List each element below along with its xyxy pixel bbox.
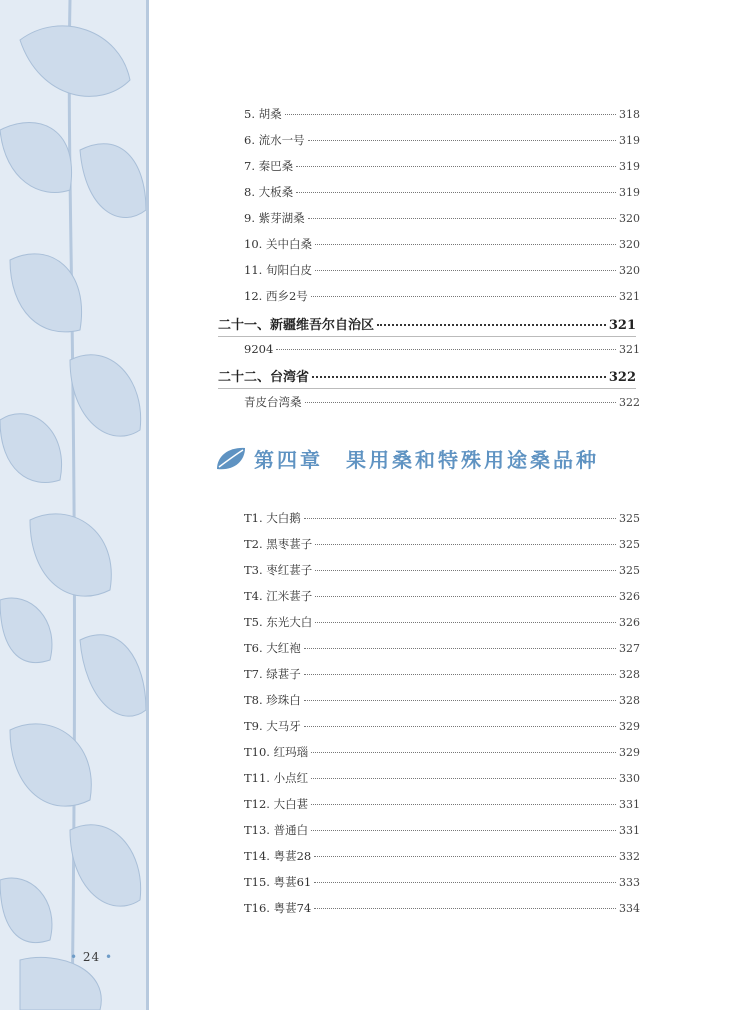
toc-entry-label: 9. 紫芽湖桑: [244, 211, 305, 225]
dot-leader: [308, 140, 616, 141]
toc-entry-label: 11. 旬阳白皮: [244, 263, 312, 277]
toc-entry-page: 320: [619, 212, 640, 225]
toc-entry-page: 319: [619, 186, 640, 199]
dot-leader: [285, 114, 616, 115]
toc-entry-label: 7. 秦巴桑: [244, 159, 294, 173]
toc-entry-label: T9. 大马牙: [244, 719, 301, 733]
toc-entry-label: T5. 东光大白: [244, 615, 313, 629]
toc-entry: [244, 588, 640, 604]
toc-entry: [244, 744, 640, 760]
toc-entry-page: 327: [619, 642, 640, 655]
toc-entry: [244, 848, 640, 864]
dot-leader: [311, 830, 616, 831]
toc-entry-label: T13. 普通白: [244, 823, 309, 837]
toc-entry: [244, 106, 640, 122]
toc-entry: [244, 132, 640, 148]
toc-entry-page: 319: [619, 160, 640, 173]
sidebar-divider: [146, 0, 149, 1010]
chapter-title: 第四章 果用桑和特殊用途桑品种: [254, 448, 599, 472]
dot-leader: [308, 218, 616, 219]
toc-entry-label: T10. 红玛瑙: [244, 745, 309, 759]
toc-entry-label: T15. 粤葚61: [244, 875, 312, 889]
toc-entry: 青皮台湾桑 322: [244, 395, 640, 409]
toc-entry-label: T12. 大白葚: [244, 797, 309, 811]
toc-entry-page: 325: [619, 538, 640, 551]
dot-leader: [315, 270, 616, 271]
divider-line: [218, 336, 636, 337]
toc-entry-label: T2. 黑枣葚子: [244, 537, 313, 551]
decorative-sidebar: [0, 0, 146, 1010]
toc-entry: [244, 236, 640, 252]
toc-entry-page: 334: [619, 902, 640, 915]
toc-entry: [244, 796, 640, 812]
toc-entry: [244, 692, 640, 708]
toc-entry-page: 330: [619, 772, 640, 785]
dot-leader: [311, 752, 616, 753]
toc-entry-label: T16. 粤葚74: [244, 901, 312, 915]
toc-entry: [244, 822, 640, 838]
dot-leader: [314, 908, 616, 909]
toc-entry: [244, 158, 640, 174]
toc-entry-label: T11. 小点红: [244, 771, 309, 785]
bullet-dot-icon: •: [105, 950, 114, 964]
toc-entry-page: 331: [619, 824, 640, 837]
dot-leader: [304, 518, 616, 519]
toc-entry-label: T3. 枣红葚子: [244, 563, 313, 577]
toc-entry-label: T4. 江米葚子: [244, 589, 313, 603]
toc-entry-page: 328: [619, 668, 640, 681]
toc-entry: [244, 718, 640, 734]
toc-entry-page: 331: [619, 798, 640, 811]
toc-entry-label: 5. 胡桑: [244, 107, 282, 121]
dot-leader: [315, 544, 616, 545]
dot-leader: [315, 622, 616, 623]
mulberry-leaf-illustration: [0, 0, 146, 1010]
toc-entry: [244, 210, 640, 226]
dot-leader: [296, 192, 616, 193]
toc-region-heading: 二十二、台湾省 322: [218, 370, 636, 385]
toc-entry-label: T14. 粤葚28: [244, 849, 312, 863]
toc-entry-page: 333: [619, 876, 640, 889]
toc-entry-page: 318: [619, 108, 640, 121]
toc-entry-page: 325: [619, 512, 640, 525]
dot-leader: [304, 648, 616, 649]
toc-entry-page: 332: [619, 850, 640, 863]
toc-entry-label: T6. 大红袍: [244, 641, 301, 655]
toc-entry: [244, 562, 640, 578]
page-number: • 24 •: [70, 950, 114, 964]
toc-entry-page: 320: [619, 264, 640, 277]
toc-entry: [244, 288, 640, 304]
toc-entry: 9204 321: [244, 342, 640, 356]
toc-entry-label: T8. 珍珠白: [244, 693, 301, 707]
dot-leader: [296, 166, 616, 167]
toc-entry-page: 325: [619, 564, 640, 577]
bullet-dot-icon: •: [70, 950, 79, 964]
toc-entry-label: 8. 大板桑: [244, 185, 294, 199]
toc-entry: [244, 510, 640, 526]
dot-leader: [304, 674, 616, 675]
toc-entry-page: 319: [619, 134, 640, 147]
dot-leader: [315, 596, 616, 597]
toc-entry-page: 326: [619, 590, 640, 603]
dot-leader: [311, 804, 616, 805]
toc-entry: [244, 262, 640, 278]
toc-entry: [244, 666, 640, 682]
toc-entry-page: 329: [619, 746, 640, 759]
divider-line: [218, 388, 636, 389]
toc-entry: [244, 770, 640, 786]
toc-entry: [244, 874, 640, 890]
toc-entry-label: 6. 流水一号: [244, 133, 305, 147]
toc-entry-page: 328: [619, 694, 640, 707]
toc-entry-page: 320: [619, 238, 640, 251]
toc-region-heading: 二十一、新疆维吾尔自治区 321: [218, 318, 636, 333]
toc-entry-page: 329: [619, 720, 640, 733]
toc-entry: [244, 900, 640, 916]
toc-entry-label: 10. 关中白桑: [244, 237, 312, 251]
toc-entry: [244, 614, 640, 630]
dot-leader: [304, 700, 616, 701]
dot-leader: [315, 244, 616, 245]
chapter-heading: [214, 444, 599, 473]
toc-entry: [244, 640, 640, 656]
toc-entry-label: T7. 绿葚子: [244, 667, 301, 681]
toc-entry: [244, 536, 640, 552]
dot-leader: [315, 570, 616, 571]
dot-leader: [311, 778, 616, 779]
dot-leader: [314, 882, 616, 883]
toc-entry-label: T1. 大白鹅: [244, 511, 301, 525]
dot-leader: [314, 856, 616, 857]
toc-entry-page: 326: [619, 616, 640, 629]
leaf-icon: [214, 445, 248, 473]
dot-leader: [311, 296, 616, 297]
toc-entry-label: 12. 西乡2号: [244, 289, 308, 303]
dot-leader: [304, 726, 616, 727]
toc-entry-page: 321: [619, 290, 640, 303]
toc-entry: [244, 184, 640, 200]
